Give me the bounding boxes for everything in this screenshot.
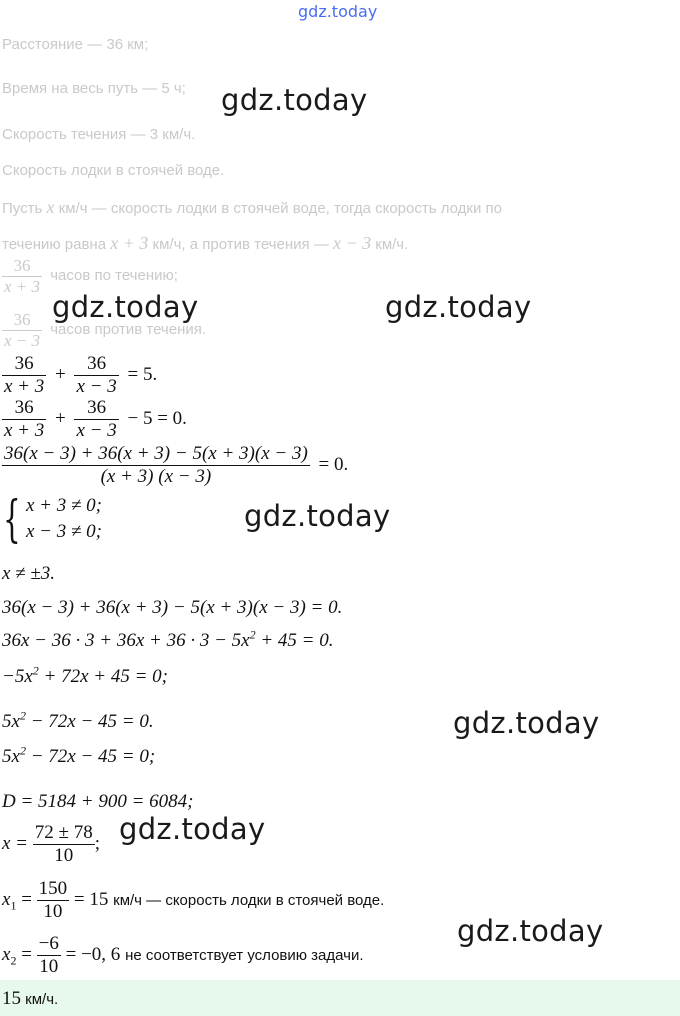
x1-num: 150 [38,878,68,899]
watermark: gdz.today [221,83,368,117]
not-equal-line: x ≠ ±3. [2,563,56,584]
x2-rhs: = −0, 6 [65,943,121,965]
part: 5x [2,711,20,732]
watermark: gdz.today [385,290,532,324]
quadratic-equation-1 [2,708,154,733]
x1-eq: = [21,888,32,910]
eq3-rhs: = 0. [318,453,349,475]
watermark: gdz.today [244,499,391,533]
simplified-equation [2,627,334,652]
x2-den: 10 [37,955,61,978]
answer-value: 15 [2,988,21,1009]
system-line-2: x − 3 ≠ 0; [26,521,103,542]
x-num: 72 ± 78 [34,822,93,843]
watermark: gdz.today [52,290,199,324]
x-lhs: x = [2,832,29,854]
eq3-num: 36(x − 3) + 36(x + 3) − 5(x + 3)(x − 3) [4,443,308,464]
let-variable: x [46,197,55,217]
condition-current: Скорость течения — 3 км/ч. [2,126,196,143]
eq3-den: (x + 3) (x − 3) [2,465,310,488]
upstream-expr: x − 3 [332,233,372,253]
frac-denominator: x + 3 [4,277,41,296]
x1-var: x [2,888,11,910]
x1-den: 10 [37,900,70,923]
roots-formula [2,822,100,867]
x1-rhs: = 15 [73,888,109,910]
x2-var: x [2,943,11,965]
eq1-a-num: 36 [14,353,34,374]
quadratic-equation-neg [2,663,168,688]
part: 36x − 36 · 3 + 36x + 36 · 3 − 5x [2,630,250,651]
frac-numerator: 36 [13,310,31,329]
answer-unit: км/ч. [25,991,59,1008]
equation-3 [2,443,348,488]
root-x2 [2,933,364,978]
eq1-b-den: x − 3 [76,376,117,397]
system-line-1: x + 3 ≠ 0; [26,495,103,516]
eq2-b-den: x − 3 [76,420,117,441]
frac-caption: часов против течения. [50,321,207,339]
x2-eq: = [21,943,32,965]
exponent: 2 [32,663,39,678]
condition-distance: Расстояние — 36 км; [2,36,149,53]
part: −5x [2,666,33,687]
downstream-expr: x + 3 [110,233,149,253]
eq2-plus: + [55,407,66,429]
exponent: 2 [19,708,26,723]
system-brace: { [3,490,21,548]
condition-time: Время на весь путь — 5 ч; [2,80,186,97]
root-x1 [2,878,384,923]
x2-text: не соответствует условию задачи. [125,946,364,964]
watermark: gdz.today [457,914,604,948]
eq1-plus: + [55,363,66,385]
x1-sub: 1 [10,898,17,913]
answer-line [2,988,58,1010]
condition-let-line [2,197,502,218]
x-den: 10 [33,844,95,867]
part: + 45 = 0. [255,630,334,651]
equation-1 [2,353,157,398]
frac-denominator: x − 3 [4,331,41,350]
eq1-rhs: = 5. [127,363,158,385]
part: − 72x − 45 = 0. [25,711,154,732]
x-tail: ; [94,832,100,854]
condition-speeds-line [2,233,408,254]
condition-find: Скорость лодки в стоячей воде. [2,162,225,179]
x2-num: −6 [38,933,59,954]
eq1-a-den: x + 3 [4,376,45,397]
part: − 72x − 45 = 0; [25,746,156,767]
x2-sub: 2 [10,953,17,968]
watermark: gdz.today [453,706,600,740]
frac-caption: часов по течению; [50,267,178,285]
site-logo[interactable]: gdz.today [298,2,378,21]
equation-2 [2,397,187,442]
x1-text: км/ч — скорость лодки в стоячей воде. [113,891,385,909]
eq2-a-den: x + 3 [4,420,45,441]
quadratic-equation-2 [2,743,156,768]
part: 5x [2,746,20,767]
upstream-label: км/ч, а против течения — [152,236,329,253]
eq1-b-num: 36 [87,353,107,374]
downstream-label: течению равна [2,236,107,253]
expanded-equation: 36(x − 3) + 36(x + 3) − 5(x + 3)(x − 3) = 0. [2,597,343,618]
watermark: gdz.today [119,812,266,846]
upstream-unit: км/ч. [375,236,409,253]
answer-highlight [0,980,680,1016]
exponent: 2 [19,743,26,758]
let-rest: км/ч — скорость лодки в стоячей воде, тогда скорость лодки по [58,200,502,217]
exponent: 2 [249,627,256,642]
part: + 72x + 45 = 0; [38,666,168,687]
eq2-rhs: − 5 = 0. [127,407,187,429]
frac-numerator: 36 [13,256,31,275]
discriminant-line: D = 5184 + 900 = 6084; [2,791,194,812]
eq2-b-num: 36 [87,397,107,418]
eq2-a-num: 36 [14,397,34,418]
let-word: Пусть [2,200,43,217]
